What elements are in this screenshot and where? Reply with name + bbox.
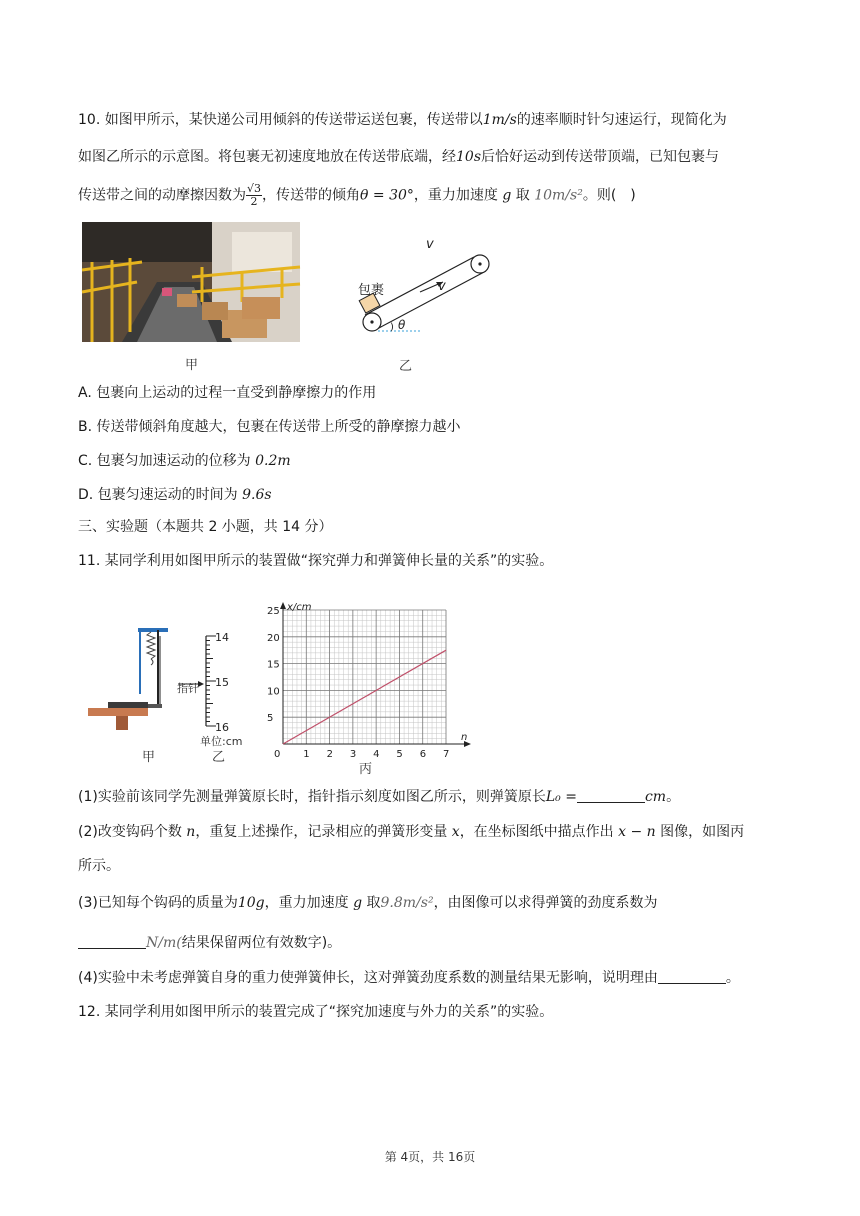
x-n-chart <box>262 600 472 760</box>
q11-part-1 <box>78 787 680 807</box>
velocity-label-belt: v <box>438 279 446 294</box>
ruler-tick-16: 16 <box>215 721 229 734</box>
section-heading: 三、实验题（本题共 2 小题，共 14 分） <box>78 519 333 535</box>
q10-text: 取 <box>515 187 530 204</box>
q10-text: ，重力加速度 <box>413 187 498 204</box>
q11-text: 取 <box>366 895 381 911</box>
option-b <box>78 417 461 437</box>
mu-fraction <box>246 183 262 208</box>
unit-n-per-m: N/m( <box>146 935 182 951</box>
y-tick-label: 5 <box>267 713 274 725</box>
warehouse-photo <box>82 222 300 342</box>
option-c <box>78 451 291 471</box>
time-value: 10s <box>456 149 481 165</box>
q11-text: (3)已知每个钩码的质量为 <box>78 895 238 911</box>
option-text: A. 包裹向上运动的过程一直受到静摩擦力的作用 <box>78 385 377 401</box>
q11-part-3-cont <box>78 933 341 953</box>
q10-text: 的速率顺时针匀速运行，现简化为 <box>516 112 727 128</box>
x-tick-label: 0 <box>274 749 281 760</box>
figure-caption-jia: 甲 <box>142 750 156 765</box>
q11-part-3 <box>78 893 658 913</box>
option-d <box>78 485 272 505</box>
option-text: B. 传送带倾斜角度越大，包裹在传送带上所受的静摩擦力越小 <box>78 419 461 435</box>
unit-label: 单位:cm <box>200 735 243 748</box>
answer-blank-2[interactable] <box>78 934 146 949</box>
q10-line-2 <box>78 147 719 167</box>
svg-text:): ) <box>390 322 394 333</box>
ruler-tick-15: 15 <box>215 676 229 689</box>
q11-text: 。 <box>666 789 681 805</box>
figure-caption-yi: 乙 <box>399 359 413 374</box>
option-math: 9.6s <box>242 487 272 503</box>
figure-caption-yi: 乙 <box>212 750 226 765</box>
q11-text: 。 <box>725 970 740 986</box>
q11-text: ，由图像可以求得弹簧的劲度系数为 <box>433 895 658 911</box>
q10-text: 。则( ) <box>582 187 636 204</box>
mu-denominator: 2 <box>250 195 258 208</box>
q11-intro: 11. 某同学利用如图甲所示的装置做“探究弹力和弹簧伸长量的关系”的实验。 <box>78 553 554 569</box>
figure-caption-jia: 甲 <box>185 358 199 373</box>
q11-part-2 <box>78 822 744 842</box>
q11-text: (2)改变钩码个数 <box>78 824 182 840</box>
x-tick-label: 1 <box>303 749 310 760</box>
ruler-tick-14: 14 <box>215 631 229 644</box>
y-tick-label: 20 <box>267 632 280 644</box>
q11-text: 结果保留两位有效数字)。 <box>181 935 342 951</box>
answer-blank-3[interactable] <box>658 969 726 984</box>
q10-text: 10. 如图甲所示，某快递公司用倾斜的传送带运送包裹，传送带以 <box>78 112 483 128</box>
y-axis-label: x/cm <box>287 602 312 613</box>
x-tick-label: 5 <box>396 749 403 760</box>
x-tick-label: 4 <box>373 749 380 760</box>
x-tick-label: 3 <box>349 749 357 760</box>
velocity-label-top: v <box>426 237 434 252</box>
angle-label: θ <box>398 318 406 332</box>
q11-text: ，在坐标图纸中描点作出 <box>459 824 614 840</box>
spring-apparatus <box>86 626 170 730</box>
page-footer: 第 4页，共 16页 <box>384 1150 476 1164</box>
q12-intro: 12. 某同学利用如图甲所示的装置完成了“探究加速度与外力的关系”的实验。 <box>78 1004 554 1020</box>
q10-text: ，传送带的倾角 <box>262 187 361 204</box>
unit-cm: cm <box>644 789 667 805</box>
y-tick-label: 25 <box>267 606 280 617</box>
x-tick-label: 2 <box>326 749 333 760</box>
x-tick-label: 7 <box>443 749 450 760</box>
x-axis-label: n <box>461 732 468 743</box>
q10-text: 如图乙所示的示意图。将包裹无初速度地放在传送带底端，经 <box>78 149 456 165</box>
g-value: 10m/s² <box>534 187 583 204</box>
pointer-label: 指针 <box>177 682 199 695</box>
option-a <box>78 383 376 403</box>
q10-line-3 <box>78 183 636 208</box>
x-n-symbol: x − n <box>618 824 656 840</box>
mu-numerator: √3 <box>247 182 262 195</box>
q11-text: (4)实验中未考虑弹簧自身的重力使弹簧伸长，这对弹簧劲度系数的测量结果无影响，说明理由 <box>78 970 658 986</box>
figure-caption-bing: 丙 <box>359 762 373 777</box>
answer-blank-1[interactable] <box>577 788 645 803</box>
angle-value: θ = 30° <box>360 187 414 204</box>
package-label: 包裹 <box>358 283 385 298</box>
x-tick-label: 6 <box>419 749 427 760</box>
data-series-line <box>283 650 446 744</box>
option-text: D. 包裹匀速运动的时间为 <box>78 487 243 503</box>
mass-value: 10g <box>237 895 265 911</box>
q11-text: 图像，如图丙 <box>660 824 745 840</box>
q10-line-1 <box>78 110 727 130</box>
option-math: 0.2m <box>255 453 291 469</box>
g-value: 9.8m/s² <box>380 895 434 911</box>
y-tick-label: 10 <box>267 686 280 698</box>
x-symbol: x <box>451 824 460 840</box>
speed-value: 1m/s <box>482 112 517 128</box>
g-symbol: g <box>502 187 512 204</box>
q10-text: 后恰好运动到传送带顶端，已知包裹与 <box>481 149 719 165</box>
n-symbol: n <box>186 824 196 840</box>
q11-text: 所示。 <box>78 858 120 874</box>
q10-text: 传送带之间的动摩擦因数为 <box>78 187 246 204</box>
conveyor-diagram <box>350 232 510 344</box>
q11-text: ，重力加速度 <box>264 895 349 911</box>
option-text: C. 包裹匀加速运动的位移为 <box>78 453 256 469</box>
q11-text: (1)实验前该同学先测量弹簧原长时，指针指示刻度如图乙所示，则弹簧原长 <box>78 789 546 805</box>
q11-text: ，重复上述操作，记录相应的弹簧形变量 <box>195 824 448 840</box>
L0-symbol: L₀ = <box>545 789 577 805</box>
q11-part-4 <box>78 968 740 988</box>
g-symbol: g <box>353 895 363 911</box>
y-tick-label: 15 <box>267 659 280 671</box>
